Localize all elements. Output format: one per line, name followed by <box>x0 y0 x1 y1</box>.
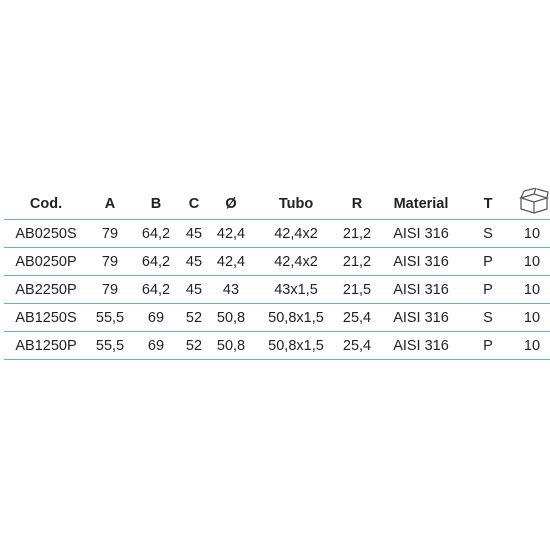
cell-material: AISI 316 <box>393 253 449 270</box>
cell-a: 55,5 <box>95 309 125 326</box>
cell-c: 52 <box>185 337 203 354</box>
table-row <box>4 220 550 248</box>
header-c: C <box>188 195 200 212</box>
cell-diameter: 50,8 <box>216 337 246 354</box>
cell-diameter: 50,8 <box>216 309 246 326</box>
cell-tubo: 50,8x1,5 <box>268 309 324 326</box>
cell-diameter: 43 <box>222 281 240 298</box>
table-row <box>4 304 550 332</box>
cell-material: AISI 316 <box>393 309 449 326</box>
table-row <box>4 276 550 304</box>
cell-tubo: 42,4x2 <box>274 225 318 242</box>
table-body <box>4 220 550 360</box>
cell-c: 45 <box>185 253 203 270</box>
header-a: A <box>104 195 116 212</box>
header-code: Cod. <box>29 195 63 212</box>
cell-t: P <box>483 281 493 298</box>
cell-a: 79 <box>101 225 119 242</box>
cell-a: 79 <box>101 253 119 270</box>
cell-t: P <box>483 253 493 270</box>
cell-material: AISI 316 <box>393 337 449 354</box>
cell-code: AB1250P <box>15 337 77 354</box>
cell-t: S <box>483 225 493 242</box>
table-row <box>4 248 550 276</box>
cell-r: 21,5 <box>342 281 372 298</box>
cell-code: AB0250S <box>15 225 77 242</box>
cell-qty: 10 <box>523 225 541 242</box>
header-r: R <box>351 195 363 212</box>
cell-t: P <box>483 337 493 354</box>
header-b: B <box>150 195 162 212</box>
cell-material: AISI 316 <box>393 281 449 298</box>
cell-t: S <box>483 309 493 326</box>
cell-tubo: 43x1,5 <box>274 281 318 298</box>
cell-b: 69 <box>147 309 165 326</box>
header-t: T <box>483 195 493 212</box>
cell-code: AB1250S <box>15 309 77 326</box>
cell-material: AISI 316 <box>393 225 449 242</box>
cell-qty: 10 <box>523 253 541 270</box>
header-tubo: Tubo <box>278 195 314 212</box>
cell-code: AB2250P <box>15 281 77 298</box>
cell-tubo: 42,4x2 <box>274 253 318 270</box>
cell-b: 64,2 <box>141 225 171 242</box>
cell-c: 45 <box>185 281 203 298</box>
header-material: Material <box>393 195 449 212</box>
cell-c: 45 <box>185 225 203 242</box>
cell-qty: 10 <box>523 337 541 354</box>
cell-tubo: 50,8x1,5 <box>268 337 324 354</box>
header-diameter: Ø <box>225 195 237 212</box>
cell-r: 25,4 <box>342 309 372 326</box>
table-header-row <box>4 188 550 220</box>
cell-b: 64,2 <box>141 281 171 298</box>
cell-a: 79 <box>101 281 119 298</box>
cell-b: 64,2 <box>141 253 171 270</box>
cell-code: AB0250P <box>15 253 77 270</box>
cell-qty: 10 <box>523 281 541 298</box>
spec-table <box>4 188 550 360</box>
cell-r: 21,2 <box>342 225 372 242</box>
cell-qty: 10 <box>523 309 541 326</box>
box-icon <box>518 188 550 216</box>
cell-b: 69 <box>147 337 165 354</box>
cell-a: 55,5 <box>95 337 125 354</box>
cell-diameter: 42,4 <box>216 253 246 270</box>
cell-r: 25,4 <box>342 337 372 354</box>
cell-diameter: 42,4 <box>216 225 246 242</box>
cell-r: 21,2 <box>342 253 372 270</box>
table-row <box>4 332 550 360</box>
cell-c: 52 <box>185 309 203 326</box>
